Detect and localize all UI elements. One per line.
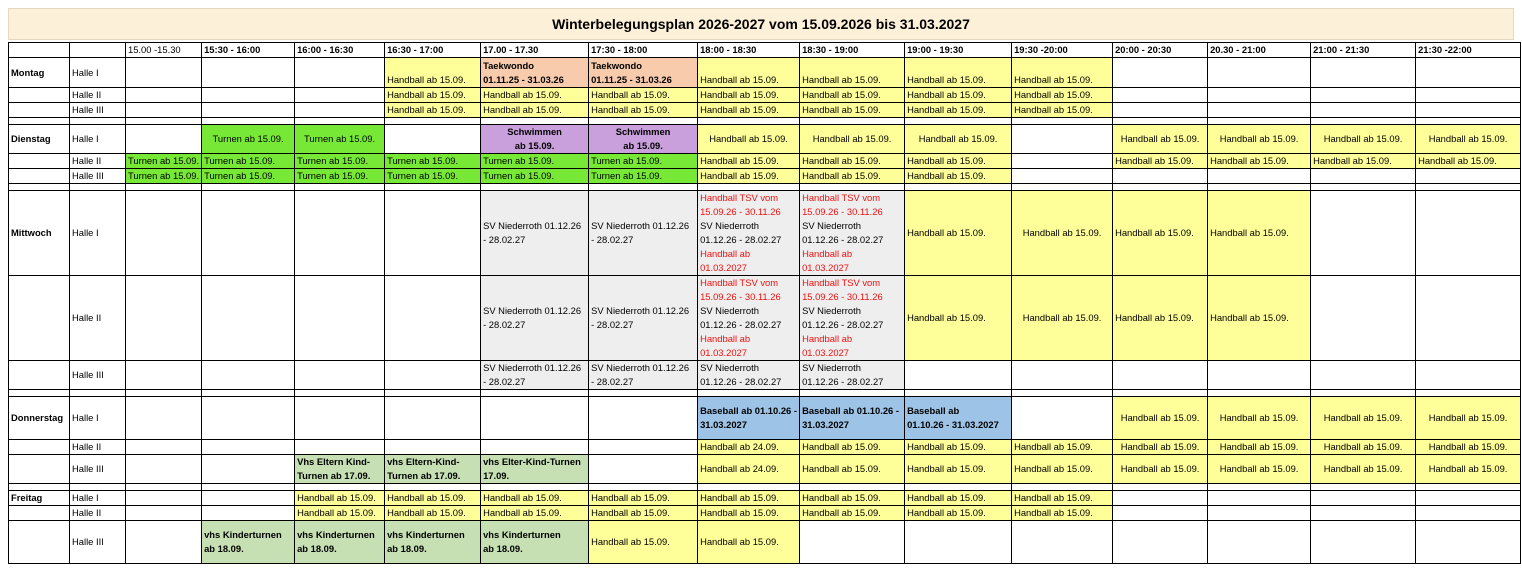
booking-cell: Handball ab 15.09.: [698, 154, 800, 169]
time-header: 18:00 - 18:30: [698, 43, 800, 58]
booking-cell: Handball ab 15.09.: [481, 88, 589, 103]
day-label: Mittwoch: [9, 191, 70, 276]
booking-cell: SV Niederroth 01.12.26 - 28.02.27: [800, 361, 905, 390]
table-row: [9, 191, 1521, 276]
booking-cell: Vhs Eltern Kind- Turnen ab 17.09.: [295, 455, 385, 484]
booking-cell: Handball ab 15.09.: [1311, 125, 1416, 154]
booking-cell: Turnen ab 15.09.: [385, 169, 481, 184]
booking-cell: Handball TSV vom 15.09.26 - 30.11.26 SV Niederroth 01.12.26 - 28.02.27 Handball ab 01.03.2027: [698, 276, 800, 361]
booking-cell: Handball ab 15.09.: [1311, 455, 1416, 484]
hall-label: Halle III: [70, 521, 126, 564]
booking-cell: Handball ab 15.09.: [698, 521, 800, 564]
time-header: 19:00 - 19:30: [905, 43, 1012, 58]
booking-cell: Handball ab 15.09.: [905, 169, 1012, 184]
hall-label: Halle II: [70, 440, 126, 455]
booking-cell: Baseball ab 01.10.26 - 31.03.2027: [698, 397, 800, 440]
booking-cell: Turnen ab 15.09.: [202, 125, 295, 154]
booking-cell: Handball ab 15.09.: [1208, 154, 1311, 169]
time-header: 16:00 - 16:30: [295, 43, 385, 58]
booking-cell: Turnen ab 15.09.: [202, 154, 295, 169]
booking-cell: Handball ab 15.09.: [698, 506, 800, 521]
header-corner: [9, 43, 70, 58]
time-header: 15:30 - 16:00: [202, 43, 295, 58]
booking-cell: Handball ab 15.09.: [905, 125, 1012, 154]
time-header: 17.00 - 17.30: [481, 43, 589, 58]
table-row: [9, 169, 1521, 184]
booking-cell: Turnen ab 15.09.: [589, 154, 698, 169]
day-label: Donnerstag: [9, 397, 70, 440]
time-header: 15.00 -15.30: [126, 43, 202, 58]
booking-cell: SV Niederroth 01.12.26 - 28.02.27: [481, 361, 589, 390]
hall-label: Halle II: [70, 88, 126, 103]
booking-cell: Handball ab 15.09.: [1012, 455, 1113, 484]
booking-cell: Handball ab 15.09.: [1208, 125, 1311, 154]
booking-cell: Handball ab 15.09.: [385, 88, 481, 103]
time-header: 18:30 - 19:00: [800, 43, 905, 58]
hall-label: Halle I: [70, 397, 126, 440]
time-header: 16:30 - 17:00: [385, 43, 481, 58]
hall-label: Halle II: [70, 506, 126, 521]
hall-label: Halle I: [70, 58, 126, 88]
table-row: [9, 440, 1521, 455]
booking-cell: Handball ab 15.09.: [1113, 276, 1208, 361]
booking-cell: Handball ab 15.09.: [800, 169, 905, 184]
table-row: [9, 455, 1521, 484]
booking-cell: Handball ab 15.09.: [1416, 455, 1521, 484]
booking-cell: Handball ab 15.09.: [295, 506, 385, 521]
booking-cell: Handball ab 15.09.: [385, 506, 481, 521]
booking-cell: Handball ab 15.09.: [1113, 125, 1208, 154]
booking-cell: Handball ab 15.09.: [800, 440, 905, 455]
booking-cell: Handball ab 15.09.: [481, 506, 589, 521]
table-row: [9, 154, 1521, 169]
booking-cell: Handball ab 15.09.: [905, 506, 1012, 521]
day-label: Dienstag: [9, 125, 70, 154]
time-header: 17:30 - 18:00: [589, 43, 698, 58]
booking-cell: Turnen ab 15.09.: [126, 169, 202, 184]
booking-cell: Handball ab 15.09.: [1208, 191, 1311, 276]
booking-cell: Handball ab 15.09.: [698, 169, 800, 184]
booking-cell: Handball ab 15.09.: [905, 58, 1012, 88]
booking-cell: Handball ab 15.09.: [1012, 506, 1113, 521]
time-header: 20.30 - 21:00: [1208, 43, 1311, 58]
booking-cell: Taekwondo 01.11.25 - 31.03.26: [481, 58, 589, 88]
booking-cell: Handball ab 15.09.: [698, 125, 800, 154]
booking-cell: Handball ab 15.09.: [1012, 103, 1113, 118]
booking-cell: Handball ab 15.09.: [1311, 397, 1416, 440]
header-corner: [70, 43, 126, 58]
booking-cell: Turnen ab 15.09.: [589, 169, 698, 184]
booking-cell: Handball ab 15.09.: [1113, 191, 1208, 276]
booking-cell: vhs Kinderturnen ab 18.09.: [385, 521, 481, 564]
table-row: [9, 521, 1521, 564]
booking-cell: Handball ab 15.09.: [589, 506, 698, 521]
page-title: Winterbelegungsplan 2026-2027 vom 15.09.2026 bis 31.03.2027: [8, 8, 1514, 40]
booking-cell: Baseball ab 01.10.26 - 31.03.2027: [905, 397, 1012, 440]
booking-cell: vhs Kinderturnen ab 18.09.: [295, 521, 385, 564]
booking-cell: Handball ab 15.09.: [905, 154, 1012, 169]
booking-cell: Handball ab 15.09.: [800, 88, 905, 103]
booking-cell: Handball ab 15.09.: [905, 276, 1012, 361]
time-header: 21:00 - 21:30: [1311, 43, 1416, 58]
booking-cell: Handball ab 15.09.: [1208, 276, 1311, 361]
booking-cell: Handball ab 15.09.: [698, 88, 800, 103]
spacer-row: [9, 184, 1521, 191]
booking-cell: Handball ab 15.09.: [800, 491, 905, 506]
booking-cell: Handball ab 15.09.: [800, 103, 905, 118]
booking-cell: vhs Kinderturnen ab 18.09.: [202, 521, 295, 564]
booking-cell: Handball ab 15.09.: [698, 58, 800, 88]
spacer-row: [9, 484, 1521, 491]
booking-cell: Turnen ab 15.09.: [295, 154, 385, 169]
table-row: [9, 361, 1521, 390]
spacer-row: [9, 118, 1521, 125]
booking-cell: Turnen ab 15.09.: [295, 125, 385, 154]
booking-cell: Handball ab 15.09.: [589, 103, 698, 118]
booking-cell: Handball ab 15.09.: [1416, 397, 1521, 440]
booking-cell: Handball ab 15.09.: [905, 88, 1012, 103]
booking-cell: Handball ab 15.09.: [1113, 397, 1208, 440]
booking-cell: Handball ab 24.09.: [698, 440, 800, 455]
booking-cell: Handball ab 15.09.: [1416, 440, 1521, 455]
hall-label: Halle I: [70, 125, 126, 154]
time-header: 21:30 -22:00: [1416, 43, 1521, 58]
hall-label: Halle II: [70, 154, 126, 169]
booking-cell: Handball ab 15.09.: [905, 455, 1012, 484]
table-row: [9, 88, 1521, 103]
booking-cell: SV Niederroth 01.12.26 - 28.02.27: [589, 191, 698, 276]
table-row: [9, 491, 1521, 506]
booking-cell: Handball ab 15.09.: [1012, 88, 1113, 103]
booking-cell: Handball ab 15.09.: [800, 125, 905, 154]
booking-cell: Handball ab 15.09.: [1311, 440, 1416, 455]
hall-label: Halle I: [70, 191, 126, 276]
booking-cell: Turnen ab 15.09.: [481, 154, 589, 169]
booking-cell: Handball ab 15.09.: [1113, 440, 1208, 455]
header-row: [9, 43, 1521, 58]
booking-cell: Handball ab 15.09.: [1012, 440, 1113, 455]
booking-cell: Handball ab 15.09.: [589, 521, 698, 564]
booking-cell: Handball ab 15.09.: [1416, 125, 1521, 154]
booking-cell: Handball ab 24.09.: [698, 455, 800, 484]
booking-cell: SV Niederroth 01.12.26 - 28.02.27: [589, 361, 698, 390]
booking-cell: Handball ab 15.09.: [905, 191, 1012, 276]
day-label: Freitag: [9, 491, 70, 506]
table-row: [9, 506, 1521, 521]
spacer-row: [9, 390, 1521, 397]
table-row: [9, 58, 1521, 88]
booking-cell: Turnen ab 15.09.: [295, 169, 385, 184]
booking-cell: Handball ab 15.09.: [1208, 440, 1311, 455]
booking-cell: Handball ab 15.09.: [589, 88, 698, 103]
table-row: [9, 397, 1521, 440]
hall-label: Halle III: [70, 169, 126, 184]
booking-cell: Handball ab 15.09.: [481, 491, 589, 506]
booking-cell: vhs Elter-Kind-Turnen 17.09.: [481, 455, 589, 484]
hall-label: Halle III: [70, 361, 126, 390]
booking-cell: Handball ab 15.09.: [800, 506, 905, 521]
booking-cell: Handball ab 15.09.: [905, 103, 1012, 118]
hall-label: Halle I: [70, 491, 126, 506]
booking-cell: Handball ab 15.09.: [800, 455, 905, 484]
booking-cell: Handball ab 15.09.: [385, 58, 481, 88]
booking-cell: Taekwondo 01.11.25 - 31.03.26: [589, 58, 698, 88]
booking-cell: Handball ab 15.09.: [905, 440, 1012, 455]
booking-cell: Turnen ab 15.09.: [385, 154, 481, 169]
time-header: 20:00 - 20:30: [1113, 43, 1208, 58]
booking-cell: Handball ab 15.09.: [698, 103, 800, 118]
table-row: [9, 276, 1521, 361]
booking-cell: Handball ab 15.09.: [1208, 397, 1311, 440]
booking-cell: Schwimmen ab 15.09.: [481, 125, 589, 154]
booking-cell: Handball ab 15.09.: [1416, 154, 1521, 169]
booking-cell: Turnen ab 15.09.: [202, 169, 295, 184]
booking-cell: Handball ab 15.09.: [385, 491, 481, 506]
booking-cell: Handball ab 15.09.: [295, 491, 385, 506]
day-label: Montag: [9, 58, 70, 88]
booking-cell: Schwimmen ab 15.09.: [589, 125, 698, 154]
booking-cell: Handball TSV vom 15.09.26 - 30.11.26 SV Niederroth 01.12.26 - 28.02.27 Handball ab 01.03.2027: [698, 191, 800, 276]
booking-cell: Handball ab 15.09.: [1012, 491, 1113, 506]
booking-cell: Baseball ab 01.10.26 - 31.03.2027: [800, 397, 905, 440]
booking-cell: Handball ab 15.09.: [1012, 276, 1113, 361]
booking-cell: Handball ab 15.09.: [1311, 154, 1416, 169]
booking-cell: SV Niederroth 01.12.26 - 28.02.27: [481, 276, 589, 361]
time-header: 19:30 -20:00: [1012, 43, 1113, 58]
hall-label: Halle III: [70, 103, 126, 118]
booking-cell: SV Niederroth 01.12.26 - 28.02.27: [698, 361, 800, 390]
table-row: [9, 125, 1521, 154]
booking-cell: SV Niederroth 01.12.26 - 28.02.27: [589, 276, 698, 361]
booking-cell: Handball TSV vom 15.09.26 - 30.11.26 SV Niederroth 01.12.26 - 28.02.27 Handball ab 01.03.2027: [800, 191, 905, 276]
booking-cell: Handball ab 15.09.: [481, 103, 589, 118]
booking-cell: Handball ab 15.09.: [385, 103, 481, 118]
hall-label: Halle III: [70, 455, 126, 484]
booking-cell: Handball ab 15.09.: [1208, 455, 1311, 484]
table-row: [9, 103, 1521, 118]
booking-cell: Handball TSV vom 15.09.26 - 30.11.26 SV Niederroth 01.12.26 - 28.02.27 Handball ab 01.03.2027: [800, 276, 905, 361]
booking-cell: Handball ab 15.09.: [698, 491, 800, 506]
booking-cell: Turnen ab 15.09.: [481, 169, 589, 184]
booking-cell: vhs Kinderturnen ab 18.09.: [481, 521, 589, 564]
hall-label: Halle II: [70, 276, 126, 361]
booking-cell: Handball ab 15.09.: [800, 154, 905, 169]
booking-cell: Handball ab 15.09.: [1113, 455, 1208, 484]
booking-cell: vhs Eltern-Kind- Turnen ab 17.09.: [385, 455, 481, 484]
booking-cell: Handball ab 15.09.: [1012, 191, 1113, 276]
booking-cell: Handball ab 15.09.: [905, 491, 1012, 506]
booking-cell: SV Niederroth 01.12.26 - 28.02.27: [481, 191, 589, 276]
booking-cell: Handball ab 15.09.: [1012, 58, 1113, 88]
booking-cell: Handball ab 15.09.: [800, 58, 905, 88]
booking-cell: Handball ab 15.09.: [1113, 154, 1208, 169]
booking-cell: Handball ab 15.09.: [589, 491, 698, 506]
booking-cell: Turnen ab 15.09.: [126, 154, 202, 169]
schedule-table: [8, 42, 1521, 564]
